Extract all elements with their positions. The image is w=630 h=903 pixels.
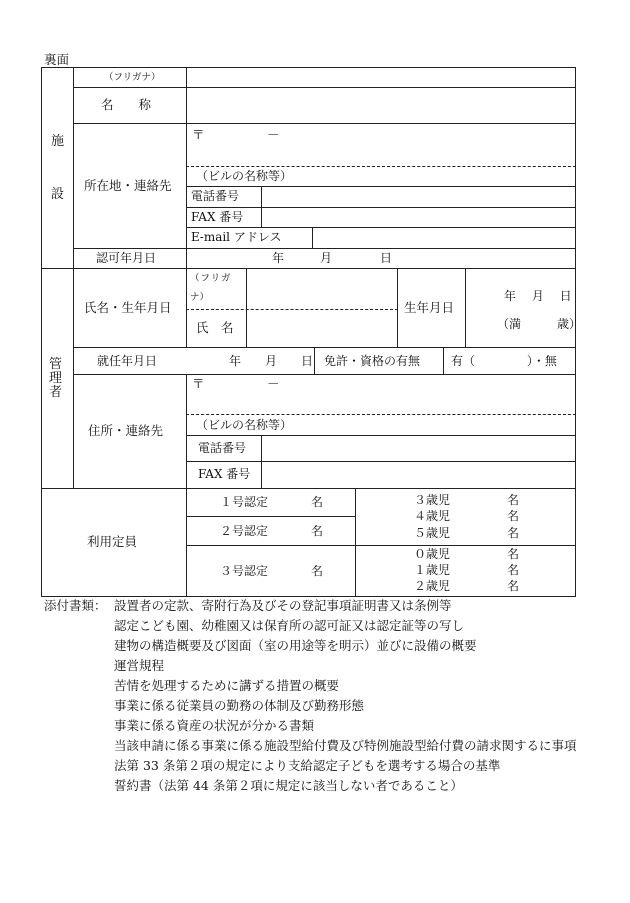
attachment-item: 当該申請に係る事業に係る施設型給付費及び特例施設型給付費の請求関するに事項 — [114, 738, 577, 753]
capacity-age4-unit: 名 — [507, 509, 520, 523]
manager-address-label: 住所・連絡先 — [88, 423, 164, 438]
capacity-cert2-unit: 名 — [311, 524, 324, 538]
manager-phone-label: 電話番号 — [198, 441, 247, 455]
attachment-item: 運営規程 — [114, 658, 165, 673]
capacity-age1-unit: 名 — [507, 563, 520, 577]
manager-birth-label: 生年月日 — [404, 300, 455, 315]
manager-birth-date: 年 月 日 — [504, 289, 572, 303]
facility-section-char-1: 施 — [51, 134, 65, 149]
capacity-age5-label: ５歳児 — [414, 526, 451, 540]
manager-postal: 〒 － — [192, 376, 280, 391]
attachments-label: 添付書類： — [44, 598, 107, 613]
attachment-item: 事業に係る従業員の勤務の体制及び勤務形態 — [114, 698, 365, 713]
facility-building: （ビルの名称等） — [196, 169, 293, 183]
facility-location-label: 所在地・連絡先 — [84, 178, 172, 193]
capacity-cert2-label: ２号認定 — [220, 524, 269, 538]
facility-phone-label: 電話番号 — [191, 189, 240, 203]
facility-fax-label: FAX 番号 — [191, 210, 244, 224]
capacity-age3-unit: 名 — [507, 493, 520, 507]
capacity-age2-unit: 名 — [507, 579, 520, 593]
manager-furigana-line2: ナ） — [190, 292, 210, 303]
attachment-item: 誓約書（法第 44 条第２項に規定に該当しない者であること） — [114, 778, 463, 793]
facility-email-label: E‐mail アドレス — [191, 230, 282, 244]
capacity-age1-label: １歳児 — [414, 563, 451, 577]
manager-license-value: 有（ ）・無 — [451, 354, 557, 368]
capacity-cert3-unit: 名 — [311, 564, 324, 578]
manager-section-char-2: 理 — [49, 371, 63, 386]
facility-name-label: 名 称 — [101, 97, 152, 112]
capacity-age0-label: ０歳児 — [414, 547, 451, 561]
capacity-age5-unit: 名 — [507, 526, 520, 540]
attachment-item: 事業に係る資産の状況が分かる書類 — [114, 718, 315, 733]
capacity-cert1-unit: 名 — [311, 495, 324, 509]
facility-approval-date: 年 月 日 — [272, 251, 393, 265]
manager-fax-label: FAX 番号 — [198, 467, 251, 481]
manager-building: （ビルの名称等） — [196, 418, 293, 432]
manager-age: （満 歳） — [497, 317, 582, 331]
capacity-age3-label: ３歳児 — [414, 493, 451, 507]
manager-appointment-label: 就任年月日 — [97, 354, 158, 368]
facility-approval-label: 認可年月日 — [96, 251, 157, 265]
capacity-age0-unit: 名 — [507, 547, 520, 561]
capacity-cert3-label: ３号認定 — [220, 564, 269, 578]
capacity-age2-label: ２歳児 — [414, 579, 451, 593]
facility-postal: 〒 － — [192, 127, 280, 142]
attachment-item: 認定こども園、幼稚園又は保育所の認可証又は認定証等の写し — [114, 618, 465, 633]
facility-section-char-2: 設 — [51, 187, 65, 202]
attachment-item: 建物の構造概要及び図面（室の用途等を明示）並びに設備の概要 — [114, 638, 477, 653]
capacity-cert1-label: １号認定 — [220, 495, 269, 509]
manager-name-birth-label: 氏名・生年月日 — [84, 300, 172, 315]
attachment-item: 苦情を処理するために講ずる措置の概要 — [114, 678, 340, 693]
manager-section-char-1: 管 — [49, 357, 63, 372]
capacity-label: 利用定員 — [87, 534, 138, 549]
manager-license-label: 免許・資格の有無 — [324, 354, 421, 368]
facility-furigana-label: （フリガナ） — [104, 72, 161, 83]
capacity-age4-label: ４歳児 — [414, 509, 451, 523]
page-label: 裏面 — [44, 52, 70, 67]
manager-section-char-3: 者 — [49, 385, 63, 400]
manager-furigana-line1: （フリガ — [190, 273, 232, 284]
manager-appointment-date: 年 月 日 — [229, 354, 314, 368]
attachment-item: 法第 33 条第２項の規定により支給認定子どもを選考する場合の基準 — [114, 758, 501, 773]
manager-name-label: 氏 名 — [196, 320, 234, 335]
attachment-item: 設置者の定款、寄附行為及びその登記事項証明書又は条例等 — [114, 598, 452, 613]
